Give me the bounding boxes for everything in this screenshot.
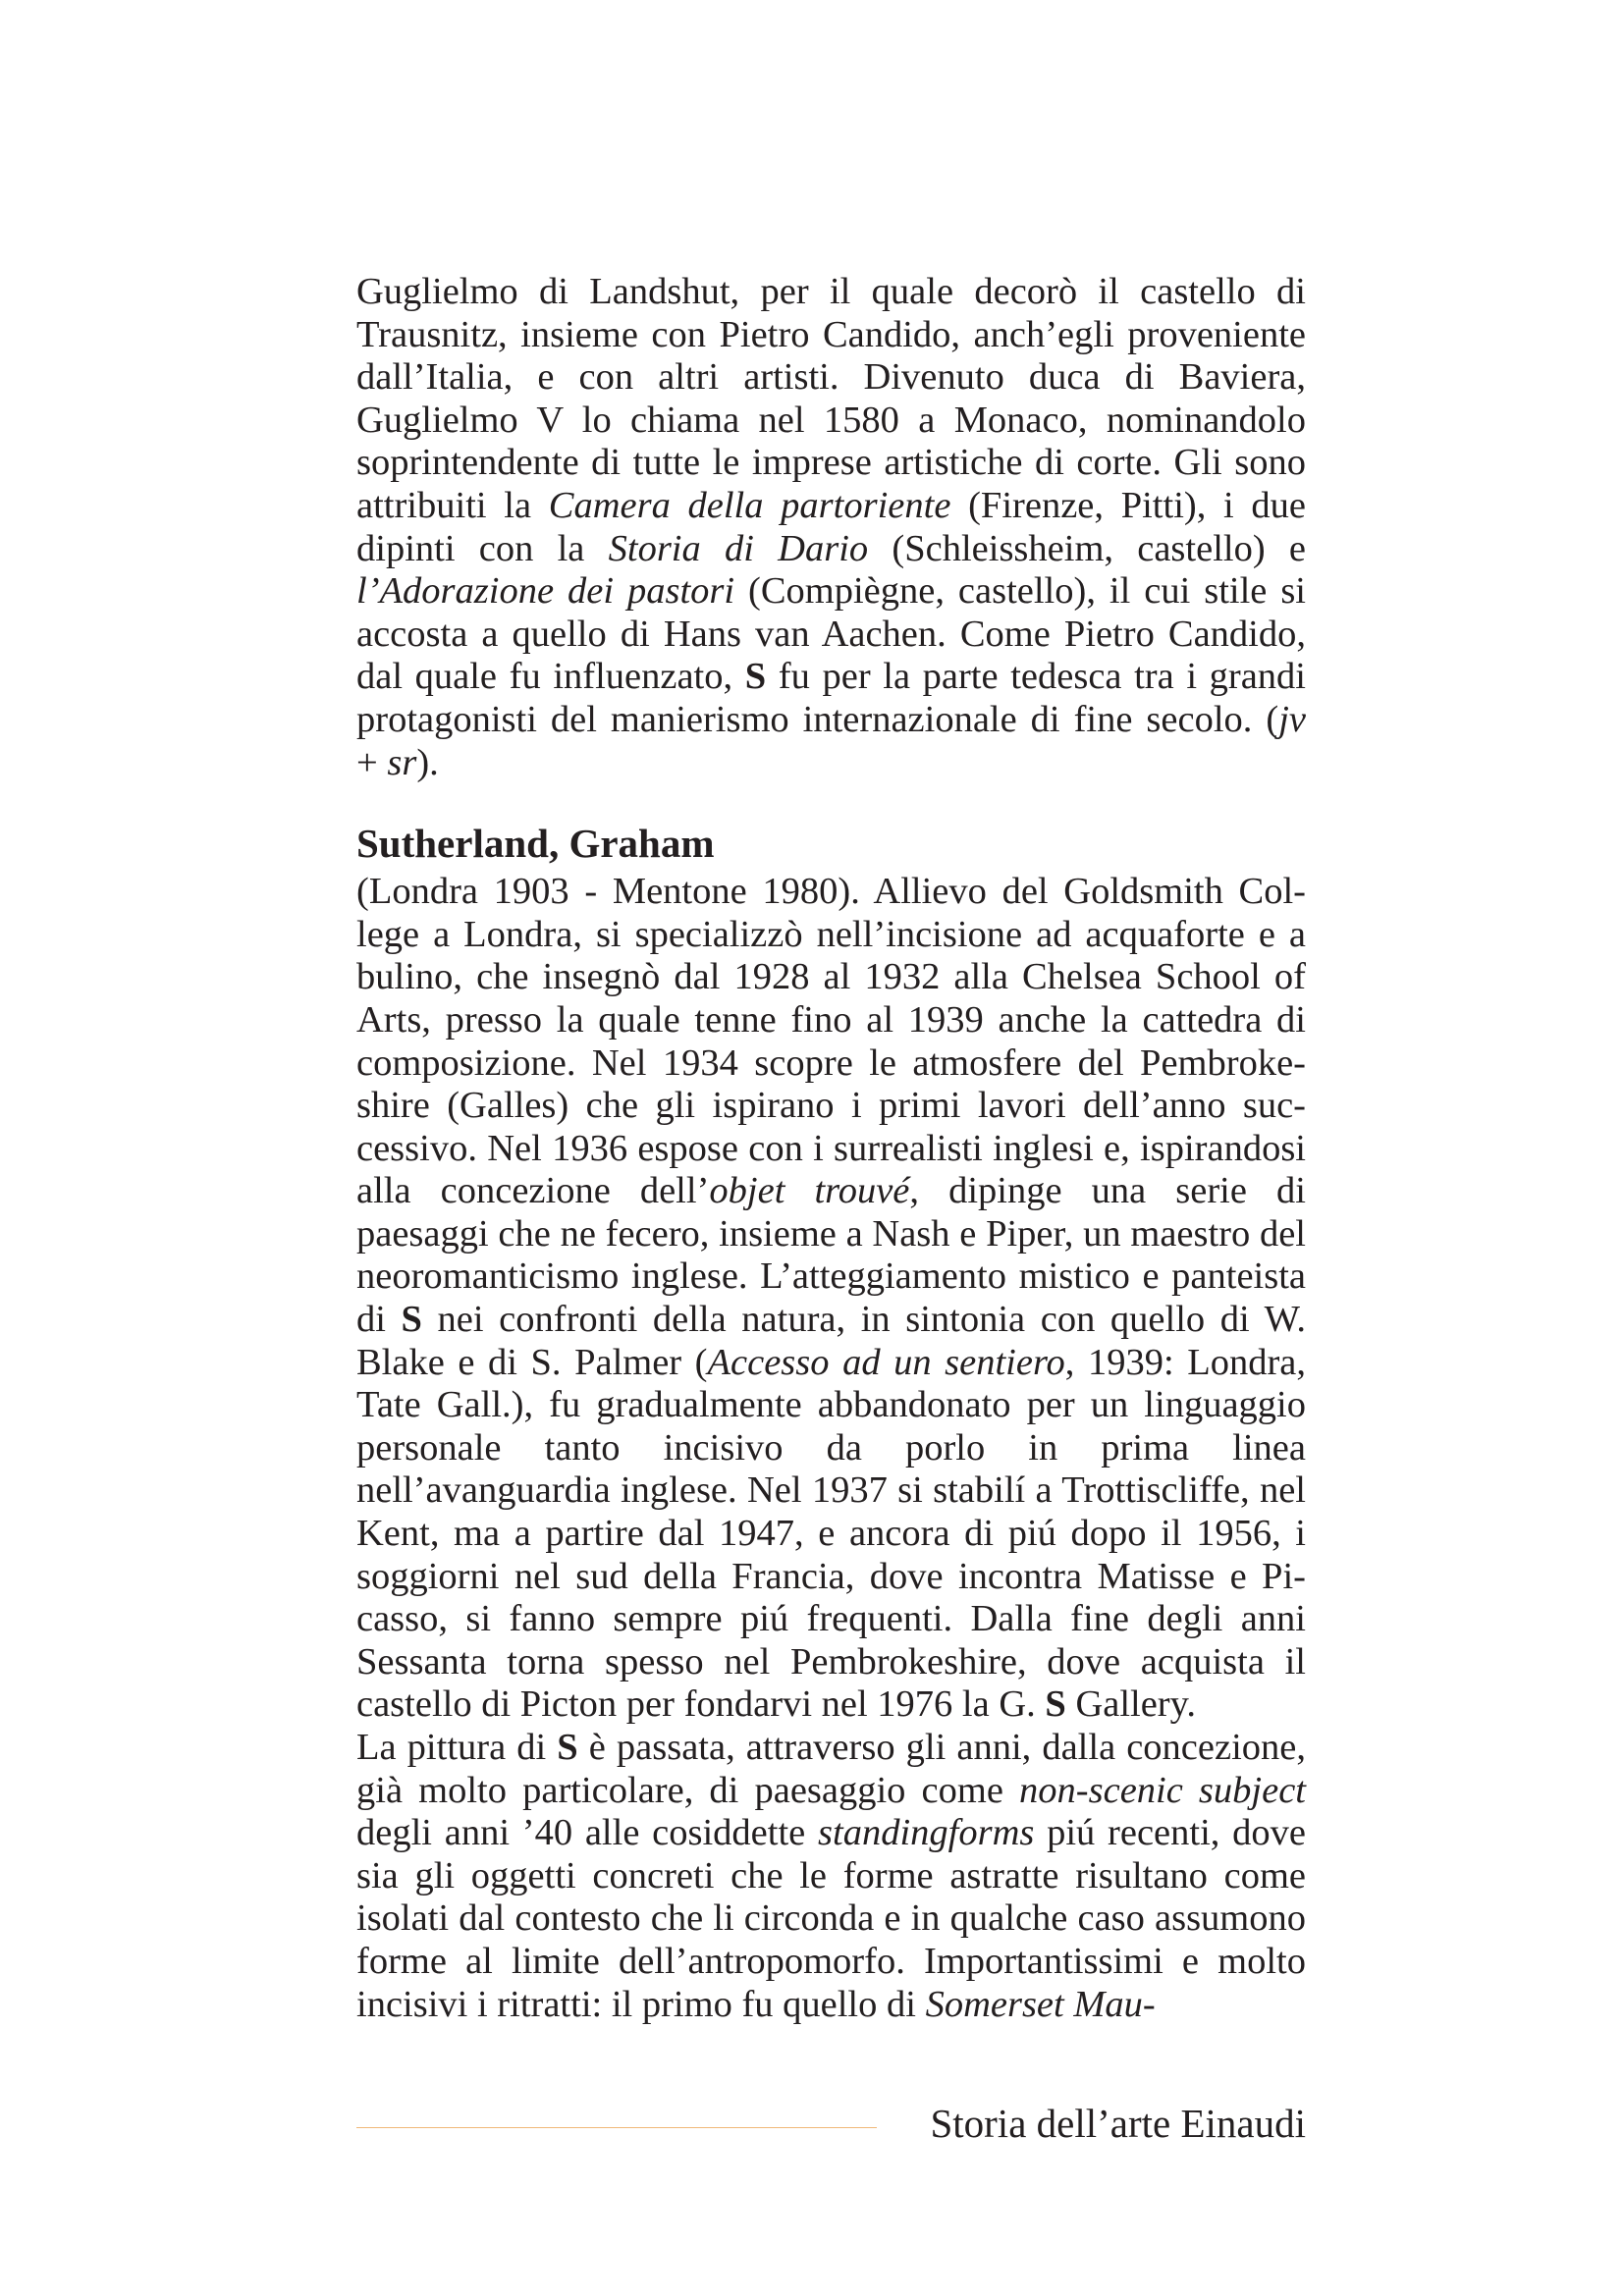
italic-title: sr [387,741,417,783]
italic-title: non-scenic subject [1019,1769,1306,1811]
entry-paragraph-2: La pittura di S è passata, attraverso gli anni, dalla concezione, già molto particolare, di paesaggio come non-scenic subject degli anni ’40 alle cosiddette standingforms piú recenti, dove sia gli oggetti concreti che le forme astratte risultano come isolati dal contesto che li circonda e in qualche caso assumono forme al limite dell’antropomorfo. Importantissimi e molto incisivi i ritratti: il primo fu quello di Somerset Mau- [356,1727,1307,2025]
page-body [356,271,1306,2026]
italic-title: Accesso ad un sentiero [707,1341,1065,1383]
italic-title: Somerset Mau- [925,1983,1156,2025]
footer-book-title: Storia dell’arte Einaudi [930,2101,1306,2146]
italic-title: objet trouvé [709,1170,910,1212]
footer-rule [356,2127,877,2128]
subject-abbreviation: S [557,1727,578,1768]
subject-abbreviation: S [401,1299,422,1341]
italic-title: standingforms [818,1812,1035,1854]
entry-paragraph-1: (Londra 1903 - Mentone 1980). Allievo del Goldsmith College a Londra, si specializzò nell’incisione ad acquaforte e a bulino, che insegnò dal 1928 al 1932 alla Chelsea School of Arts, presso la quale tenne fino al 1939 anche la cattedra di composizione. Nel 1934 scopre le atmosfere del Pembrokeshire (Galles) che gli ispirano i primi lavori dell’anno successivo. Nel 1936 espose con i surrealisti inglesi e, ispirandosi alla concezione dell’objet trouvé, dipinge una serie di paesaggi che ne fecero, insieme a Nash e Piper, un maestro del neoromanticismo inglese. L’atteggiamento mistico e panteista di S nei confronti della natura, in sintonia con quello di W. Blake e di S. Palmer (Accesso ad un sentiero, 1939: Londra, Tate Gall.), fu gradualmente abbandonato per un linguaggio personale tanto incisivo da porlo in prima linea nell’avanguardia inglese. Nel 1937 si stabilí a Trottiscliffe, nel Kent, ma a partire dal 1947, e ancora di piú dopo il 1956, i soggiorni nel sud della Francia, dove incontra Matisse e Picasso, si fanno sempre piú frequenti. Dalla fine degli anni Sessanta torna spesso nel Pembrokeshire, dove acquista il castello di Picton per fondarvi nel 1976 la G. S Gallery. [356,871,1307,1726]
italic-title: l’Adorazione dei pastori [356,570,735,613]
subject-abbreviation: S [744,656,767,698]
italic-title: Storia di Dario [608,527,869,569]
italic-title: Camera della partoriente [548,484,951,526]
italic-title: jv [1278,698,1306,740]
subject-abbreviation: S [1045,1683,1066,1726]
previous-entry-paragraph: Guglielmo di Landshut, per il quale decorò il castello di Trausnitz, insieme con Pietro Candido, anch’egli proveniente dall’Italia, e con altri artisti. Divenuto duca di Baviera, Guglielmo V lo chiama nel 1580 a Monaco, nominandolo soprintendente di tutte le imprese artistiche di corte. Gli sono attribuiti la Camera della partoriente (Firenze, Pitti), i due dipinti con la Storia di Dario (Schleissheim, castello) e l’Adorazione dei pastori (Compiègne, castello), il cui stile si accosta a quello di Hans van Aachen. Come Pietro Candido, dal quale fu influenzato, S fu per la parte tedesca tra i grandi protagonisti del manierismo internazionale di fine secolo. (jv + sr). [356,271,1306,783]
entry-heading: Sutherland, Graham [356,821,715,867]
page-footer [356,2097,1306,2156]
